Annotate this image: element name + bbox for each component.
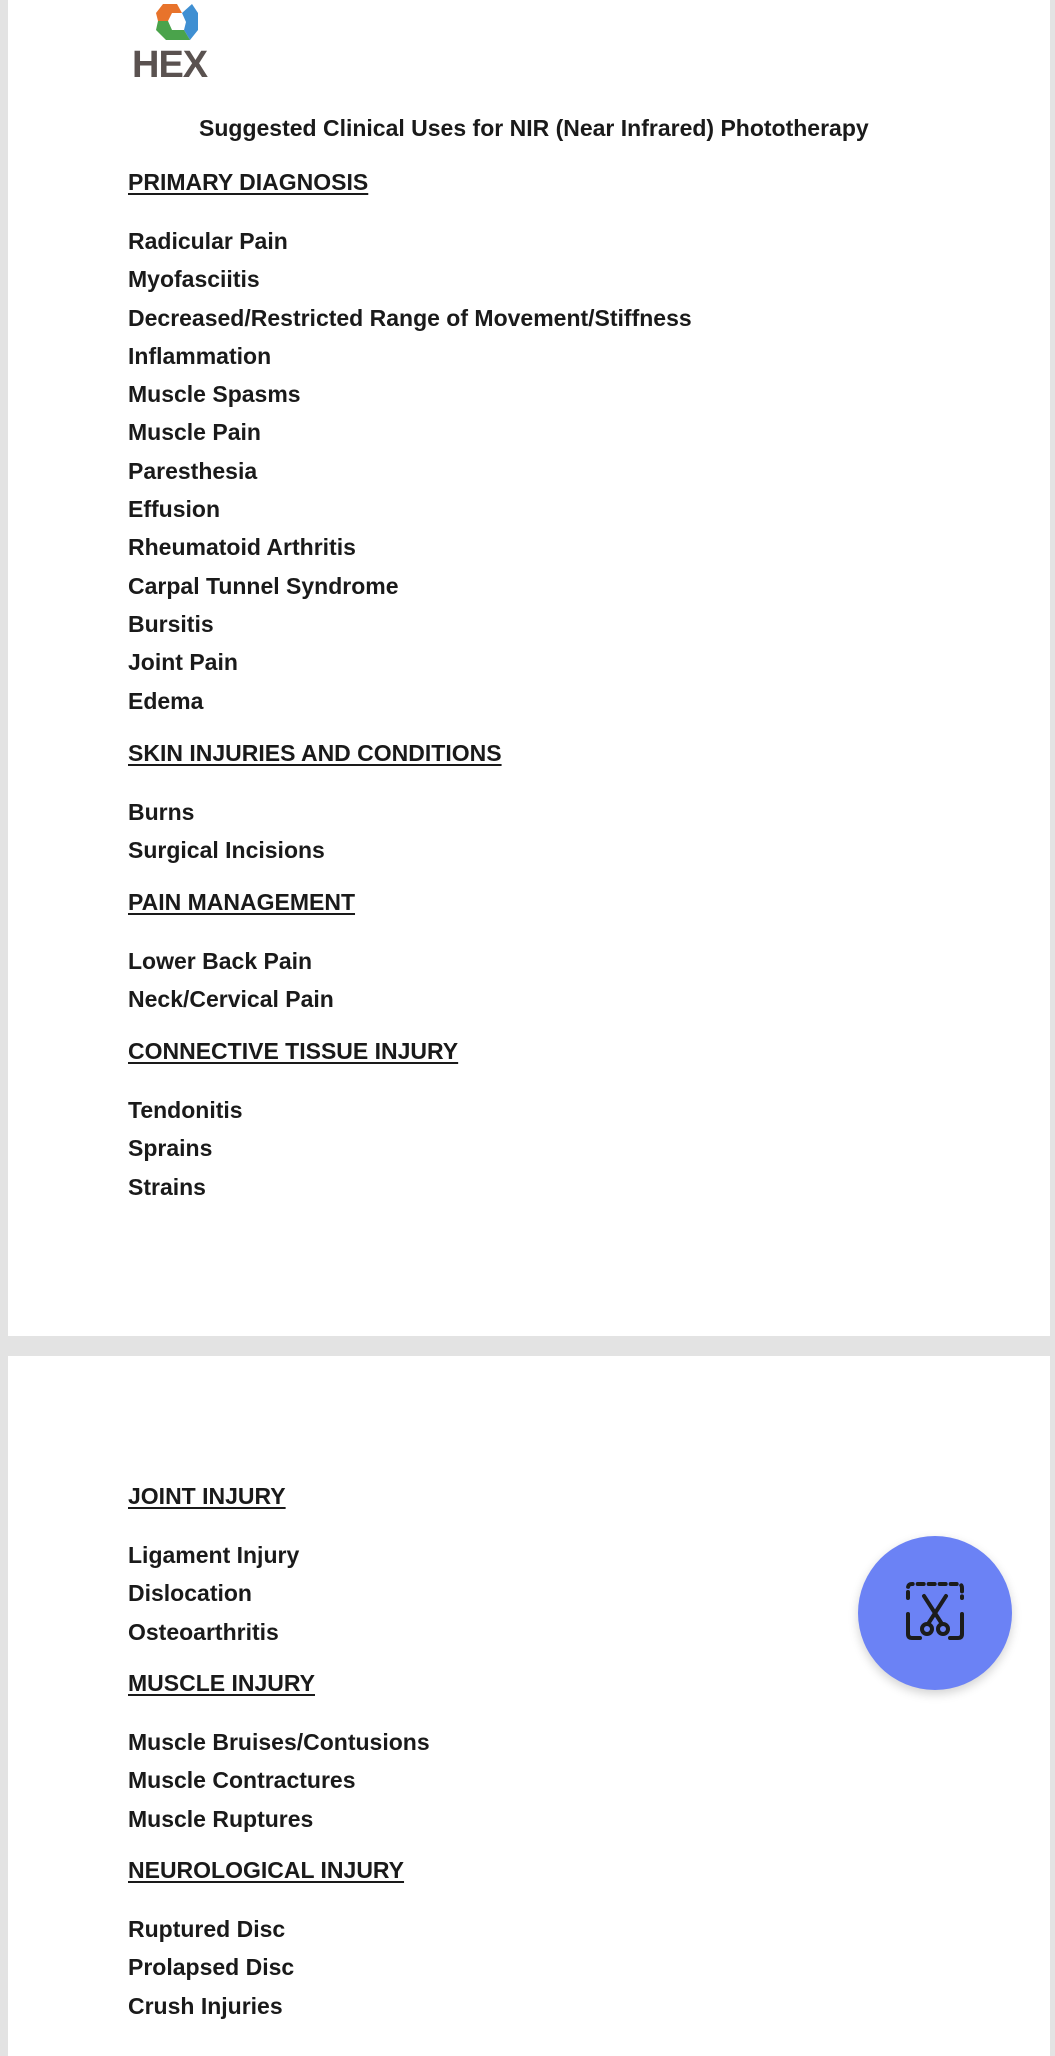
list-item: Tendonitis [128, 1097, 243, 1123]
list-item: Myofasciitis [128, 266, 260, 293]
list-item: Osteoarthritis [128, 1618, 279, 1645]
list-item: Ruptured Disc [128, 1916, 286, 1942]
list-item: Muscle Pain [128, 419, 261, 446]
hex-logo [126, 0, 226, 90]
list-item: Effusion [128, 496, 220, 523]
section-heading: PAIN MANAGEMENT [128, 889, 356, 915]
section-heading: CONNECTIVE TISSUE INJURY [128, 1038, 459, 1064]
list-item: Paresthesia [128, 457, 258, 484]
section-heading: JOINT INJURY [128, 1483, 286, 1509]
list-item: Burns [128, 799, 195, 825]
list-item: Ligament Injury [128, 1542, 300, 1568]
hex-logo-icon [150, 0, 204, 44]
section-neurological-injury [128, 1855, 404, 2025]
section-heading: NEUROLOGICAL INJURY [128, 1857, 405, 1883]
list-item: Neck/Cervical Pain [128, 986, 334, 1013]
list-item: Muscle Spasms [128, 381, 301, 408]
list-item: Strains [128, 1173, 206, 1200]
list-item: Radicular Pain [128, 228, 288, 254]
list-item: Crush Injuries [128, 1992, 283, 2019]
section-connective-tissue-injury [128, 1036, 458, 1206]
list-item: Dislocation [128, 1580, 252, 1607]
section-skin-injuries [128, 738, 502, 870]
screenshot-scissors-icon [898, 1576, 972, 1650]
section-heading: MUSCLE INJURY [128, 1670, 315, 1696]
list-item: Inflammation [128, 342, 272, 369]
list-item: Rheumatoid Arthritis [128, 534, 356, 561]
section-muscle-injury [128, 1668, 430, 1838]
section-primary-diagnosis [128, 167, 692, 720]
list-item: Surgical Incisions [128, 837, 325, 864]
list-item: Lower Back Pain [128, 948, 313, 974]
logo-text: HEX [132, 44, 208, 86]
list-item: Decreased/Restricted Range of Movement/Stiffness [128, 304, 692, 331]
list-item: Carpal Tunnel Syndrome [128, 572, 399, 599]
list-item: Muscle Ruptures [128, 1805, 314, 1832]
section-heading: SKIN INJURIES AND CONDITIONS [128, 740, 502, 766]
list-item: Joint Pain [128, 649, 238, 676]
section-pain-management [128, 887, 355, 1019]
list-item: Bursitis [128, 610, 214, 637]
section-heading: PRIMARY DIAGNOSIS [128, 169, 369, 195]
list-item: Muscle Bruises/Contusions [128, 1729, 430, 1755]
list-item: Prolapsed Disc [128, 1954, 295, 1981]
document-title: Suggested Clinical Uses for NIR (Near Infrared) Phototherapy [199, 115, 869, 141]
list-item: Sprains [128, 1135, 213, 1162]
list-item: Muscle Contractures [128, 1767, 356, 1794]
screenshot-crop-button[interactable] [858, 1536, 1012, 1690]
section-joint-injury [128, 1481, 299, 1651]
list-item: Edema [128, 687, 204, 714]
